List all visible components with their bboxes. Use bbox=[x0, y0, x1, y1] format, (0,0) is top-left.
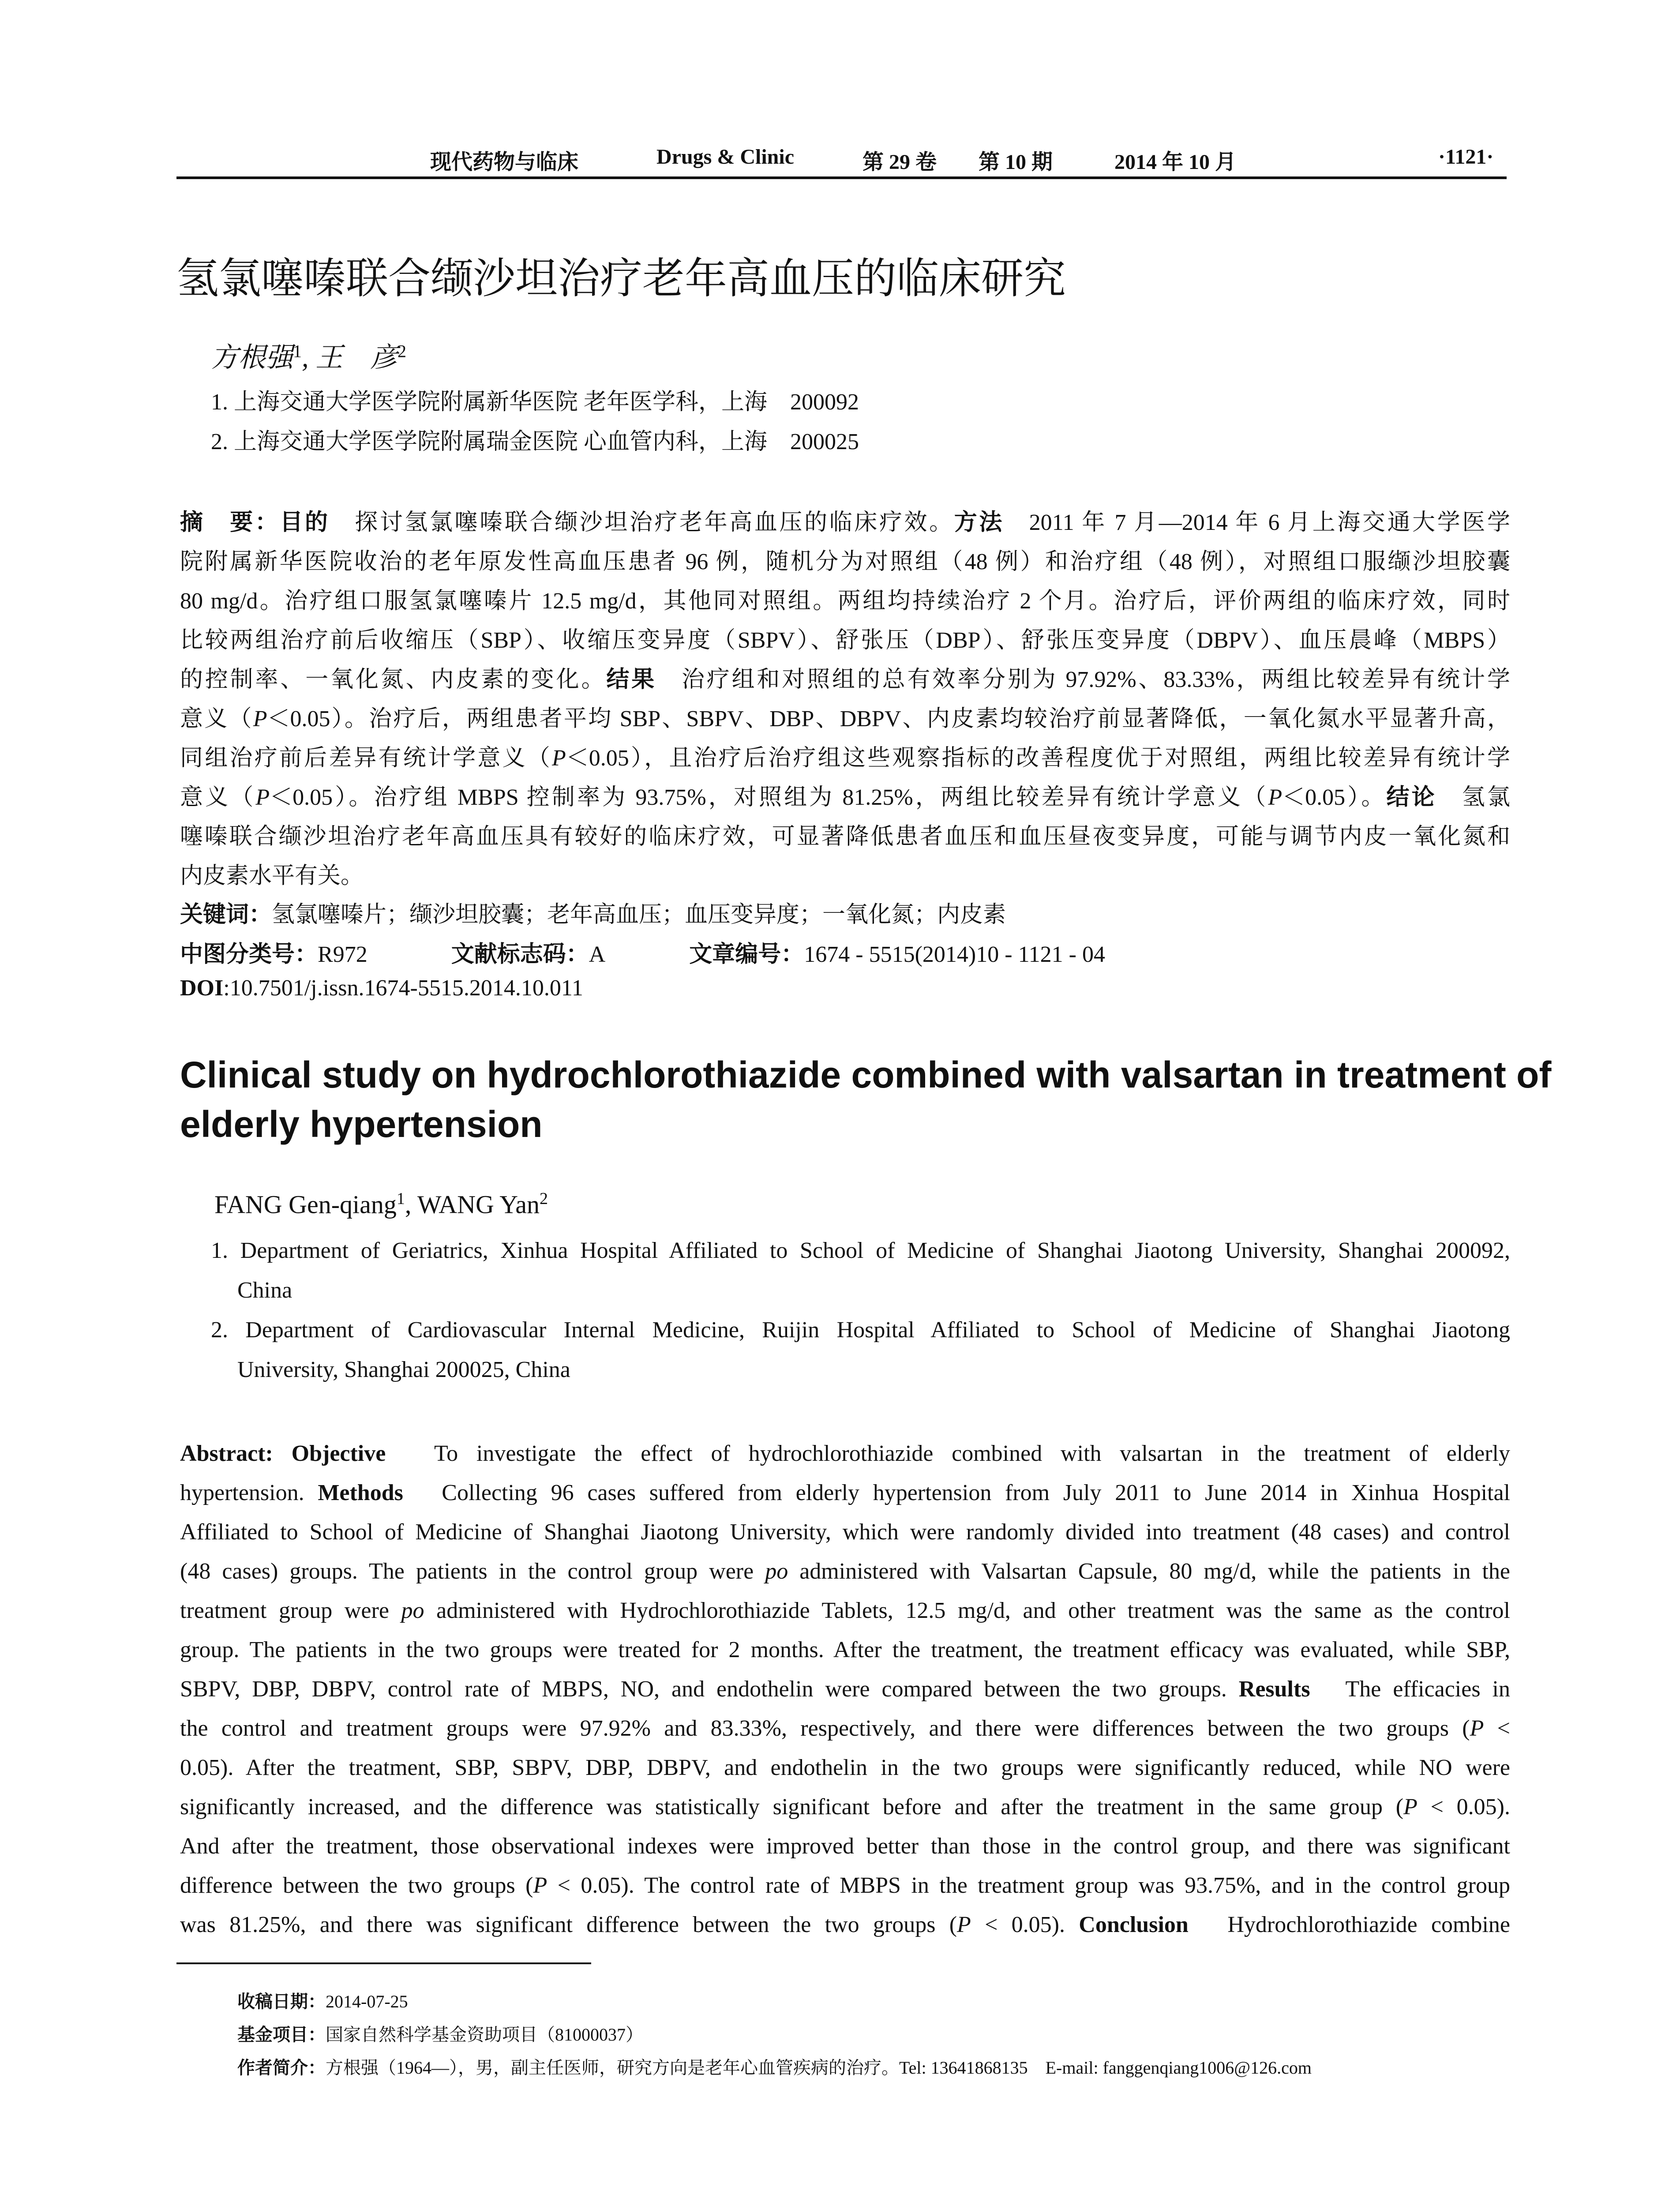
conclusion-label: 结论 bbox=[1386, 785, 1437, 810]
abstract-line: 内皮素水平有关。 bbox=[180, 863, 364, 889]
article-title-en bbox=[180, 1050, 1552, 1149]
fund-label: 基金项目： bbox=[237, 2025, 326, 2045]
affiliation-cn-2: 2. 上海交通大学医学院附属瑞金医院 心血管内科，上海 200025 bbox=[211, 429, 859, 454]
abstract-line bbox=[180, 778, 1510, 817]
clc-label: 中图分类号： bbox=[180, 942, 318, 967]
affiliation-line: University, Shanghai 200025, China bbox=[237, 1357, 570, 1382]
author-name: FANG Gen-qiang bbox=[214, 1190, 397, 1219]
fund-text: 国家自然科学基金资助项目（81000037） bbox=[326, 2025, 643, 2045]
abstract-text: < 0.05). bbox=[1417, 1794, 1510, 1820]
clc-value: R972 bbox=[318, 942, 368, 967]
results-label: 结果 bbox=[606, 667, 657, 692]
abstract-text: was 81.25%, and there was significant difference between the two groups ( bbox=[180, 1912, 957, 1937]
authors-en bbox=[214, 1189, 548, 1219]
abstract-text: 意义（ bbox=[180, 706, 253, 732]
author-name: 方根强 bbox=[211, 343, 293, 373]
abstract-text: hypertension. bbox=[180, 1480, 304, 1505]
po-term: po bbox=[765, 1559, 788, 1584]
received-date: 2014-07-25 bbox=[326, 1992, 408, 2011]
author-name: 王 彦 bbox=[315, 343, 398, 373]
p-symbol: P bbox=[957, 1912, 971, 1937]
po-term: po bbox=[401, 1598, 424, 1623]
affiliation-cn-1: 1. 上海交通大学医学院附属新华医院 老年医学科，上海 200092 bbox=[211, 390, 859, 415]
abstract-text: administered with Valsartan Capsule, 80 mg/d, while the patients in the bbox=[799, 1559, 1511, 1584]
page-number: ·1121· bbox=[1438, 145, 1494, 169]
authors-cn bbox=[211, 335, 406, 375]
running-header bbox=[176, 140, 1507, 176]
abstract-line bbox=[180, 1709, 1510, 1748]
footnote-received bbox=[237, 1988, 408, 2013]
classification-line bbox=[180, 935, 1105, 968]
title-line: Clinical study on hydrochlorothiazide combined with valsartan in treatment of bbox=[180, 1054, 1552, 1095]
abstract-en bbox=[180, 1434, 1510, 1944]
abstract-text: < 0.05). The control rate of MBPS in the treatment group was 93.75%, and in the control group bbox=[547, 1873, 1510, 1898]
methods-label: 方法 bbox=[954, 510, 1004, 535]
doc-code-value: A bbox=[589, 942, 606, 967]
abstract-line bbox=[180, 1473, 1510, 1512]
abstract-line bbox=[180, 1787, 1510, 1827]
author-separator: , bbox=[405, 1190, 417, 1219]
article-number-label: 文章编号： bbox=[689, 942, 804, 967]
abstract-line bbox=[180, 1591, 1510, 1630]
abstract-text: < 0.05). bbox=[971, 1912, 1065, 1937]
methods-label: Methods bbox=[318, 1480, 403, 1505]
affiliation-line: 2. Department of Cardiovascular Internal Medicine, Ruijin Hospital Affiliated to School of Medicine of Shanghai Jiaotong bbox=[211, 1317, 1510, 1343]
abstract-text: 同组治疗前后差异有统计学意义（ bbox=[180, 746, 552, 771]
doi-value: :10.7501/j.issn.1674-5515.2014.10.011 bbox=[223, 975, 583, 1001]
abstract-line: And after the treatment, those observational indexes were improved better than those in the control group, and there was significant bbox=[180, 1834, 1510, 1859]
abstract-text: 意义（ bbox=[180, 785, 256, 810]
abstract-cn bbox=[180, 503, 1510, 896]
affiliation-marker: 2 bbox=[398, 341, 407, 361]
journal-name-cn: 现代药物与临床 bbox=[430, 150, 579, 174]
abstract-line: 比较两组治疗前后收缩压（SBP）、收缩压变异度（SBPV）、舒张压（DBP）、舒张压变异度（DBPV）、血压晨峰（MBPS） bbox=[180, 628, 1510, 653]
abstract-line bbox=[180, 699, 1510, 739]
article-number-value: 1674 - 5515(2014)10 - 1121 - 04 bbox=[804, 942, 1105, 967]
abstract-line bbox=[180, 1905, 1510, 1944]
abstract-text: 治疗组和对照组的总有效率分别为 97.92%、83.33%，两组比较差异有统计学 bbox=[656, 667, 1510, 692]
author-separator: , bbox=[302, 343, 316, 373]
abstract-text: To investigate the effect of hydrochlorothiazide combined with valsartan in the treatment of elderly bbox=[386, 1441, 1511, 1466]
p-symbol: P bbox=[1268, 785, 1282, 810]
abstract-text: treatment group were bbox=[180, 1598, 389, 1623]
abstract-text: Hydrochlorothiazide combine bbox=[1188, 1912, 1510, 1937]
abstract-line bbox=[180, 503, 1510, 542]
abstract-text: the control and treatment groups were 97.92% and 83.33%, respectively, and there were differences between the two groups ( bbox=[180, 1716, 1470, 1741]
objective-label: 目的 bbox=[280, 510, 330, 535]
abstract-text: 的控制率、一氧化氮、内皮素的变化。 bbox=[180, 667, 607, 692]
doi-line bbox=[180, 975, 583, 1001]
affiliation-line: China bbox=[237, 1278, 292, 1303]
abstract-text: 探讨氢氯噻嗪联合缬沙坦治疗老年高血压的临床疗效。 bbox=[330, 510, 954, 535]
p-symbol: P bbox=[253, 706, 267, 732]
keywords-cn bbox=[180, 896, 1006, 929]
abstract-line: 80 mg/d。治疗组口服氢氯噻嗪片 12.5 mg/d，其他同对照组。两组均持续治疗 2 个月。治疗后，评价两组的临床疗效，同时 bbox=[180, 589, 1510, 614]
abstract-line: 噻嗪联合缬沙坦治疗老年高血压具有较好的临床疗效，可显著降低患者血压和血压昼夜变异度，可能与调节内皮一氧化氮和 bbox=[180, 824, 1510, 849]
footnote-rule bbox=[176, 1962, 591, 1964]
affiliation-en-2 bbox=[211, 1310, 1510, 1390]
abstract-text: Collecting 96 cases suffered from elderly hypertension from July 2011 to June 2014 in Xinhua Hospital bbox=[403, 1480, 1511, 1505]
affiliation-marker: 1 bbox=[293, 341, 302, 361]
volume: 第 29 卷 bbox=[862, 150, 937, 174]
abstract-line bbox=[180, 1866, 1510, 1905]
conclusion-label: Conclusion bbox=[1079, 1912, 1189, 1937]
abstract-text: ＜0.05）。治疗组 MBPS 控制率为 93.75%，对照组为 81.25%，两组比较差异有统计学意义（ bbox=[270, 785, 1268, 810]
footnote-author-bio bbox=[237, 2054, 1312, 2079]
keywords-label: 关键词： bbox=[180, 902, 272, 927]
affiliation-en-1 bbox=[211, 1231, 1510, 1310]
abstract-line bbox=[180, 660, 1510, 699]
affiliation-marker: 2 bbox=[540, 1189, 548, 1208]
p-symbol: P bbox=[1470, 1716, 1484, 1741]
abstract-line: group. The patients in the two groups were treated for 2 months. After the treatment, the treatment efficacy was evaluated, while SBP, bbox=[180, 1637, 1510, 1662]
abstract-text: ＜0.05）。治疗后，两组患者平均 SBP、SBPV、DBP、DBPV、内皮素均较治疗前显著降低，一氧化氮水平显著升高， bbox=[267, 706, 1510, 732]
abstract-text: < bbox=[1484, 1716, 1511, 1741]
abstract-line: Affiliated to School of Medicine of Shanghai Jiaotong University, which were randomly divided into treatment (48 cases) and control bbox=[180, 1519, 1510, 1545]
abstract-text: 氢氯 bbox=[1436, 785, 1510, 810]
p-symbol: P bbox=[533, 1873, 548, 1898]
abstract-text: ＜0.05）。 bbox=[1282, 785, 1387, 810]
abstract-line bbox=[180, 1552, 1510, 1591]
issue-date: 2014 年 10 月 bbox=[1114, 150, 1237, 174]
abstract-text: difference between the two groups ( bbox=[180, 1873, 533, 1898]
abstract-text: administered with Hydrochlorothiazide Tablets, 12.5 mg/d, and other treatment was the same as the control bbox=[436, 1598, 1510, 1623]
abstract-label: 摘 要： bbox=[180, 510, 280, 535]
p-symbol: P bbox=[552, 746, 566, 771]
objective-label: Objective bbox=[291, 1441, 386, 1466]
abstract-text: 2011 年 7 月—2014 年 6 月上海交通大学医学 bbox=[1004, 510, 1510, 535]
abstract-line bbox=[180, 1670, 1510, 1709]
affiliation-marker: 1 bbox=[396, 1189, 405, 1208]
author-bio-text: 方根强（1964—），男，副主任医师，研究方向是老年心血管疾病的治疗。Tel: 13641868135 E-mail: fanggenqiang1006@126.com bbox=[326, 2058, 1312, 2078]
doi-label: DOI bbox=[180, 975, 224, 1001]
p-symbol: P bbox=[255, 785, 270, 810]
abstract-text: ＜0.05），且治疗后治疗组这些观察指标的改善程度优于对照组，两组比较差异有统计学 bbox=[566, 746, 1510, 771]
abstract-text: (48 cases) groups. The patients in the control group were bbox=[180, 1559, 754, 1584]
abstract-line: 0.05). After the treatment, SBP, SBPV, DBP, DBPV, and endothelin in the two groups were significantly reduced, while NO were bbox=[180, 1755, 1510, 1780]
affiliation-line: 1. Department of Geriatrics, Xinhua Hospital Affiliated to School of Medicine of Shanghai Jiaotong University, Shanghai 200092, bbox=[211, 1238, 1510, 1263]
abstract-text: The efficacies in bbox=[1310, 1677, 1510, 1702]
abstract-line: 院附属新华医院收治的老年原发性高血压患者 96 例，随机分为对照组（48 例）和治疗组（48 例），对照组口服缬沙坦胶囊 bbox=[180, 549, 1510, 574]
keywords-text: 氢氯噻嗪片；缬沙坦胶囊；老年高血压；血压变异度；一氧化氮；内皮素 bbox=[272, 902, 1006, 927]
abstract-line bbox=[180, 739, 1510, 778]
journal-name-en: Drugs & Clinic bbox=[656, 145, 794, 169]
author-name: WANG Yan bbox=[417, 1190, 540, 1219]
abstract-line bbox=[180, 1434, 1510, 1473]
footnote-fund bbox=[237, 2021, 643, 2046]
author-bio-label: 作者简介： bbox=[237, 2058, 326, 2078]
p-symbol: P bbox=[1403, 1794, 1418, 1820]
article-title-cn: 氢氯噻嗪联合缬沙坦治疗老年高血压的临床研究 bbox=[176, 254, 1066, 303]
issue: 第 10 期 bbox=[979, 150, 1053, 174]
abstract-text: significantly increased, and the difference was statistically significant before and after the treatment in the same group ( bbox=[180, 1794, 1404, 1820]
results-label: Results bbox=[1238, 1677, 1310, 1702]
doc-code-label: 文献标志码： bbox=[451, 942, 589, 967]
header-rule bbox=[176, 176, 1507, 179]
title-line: elderly hypertension bbox=[180, 1103, 543, 1145]
abstract-label: Abstract: bbox=[180, 1441, 273, 1466]
abstract-text: SBPV, DBP, DBPV, control rate of MBPS, NO, and endothelin were compared between the two groups. bbox=[180, 1677, 1227, 1702]
received-label: 收稿日期： bbox=[237, 1992, 326, 2011]
